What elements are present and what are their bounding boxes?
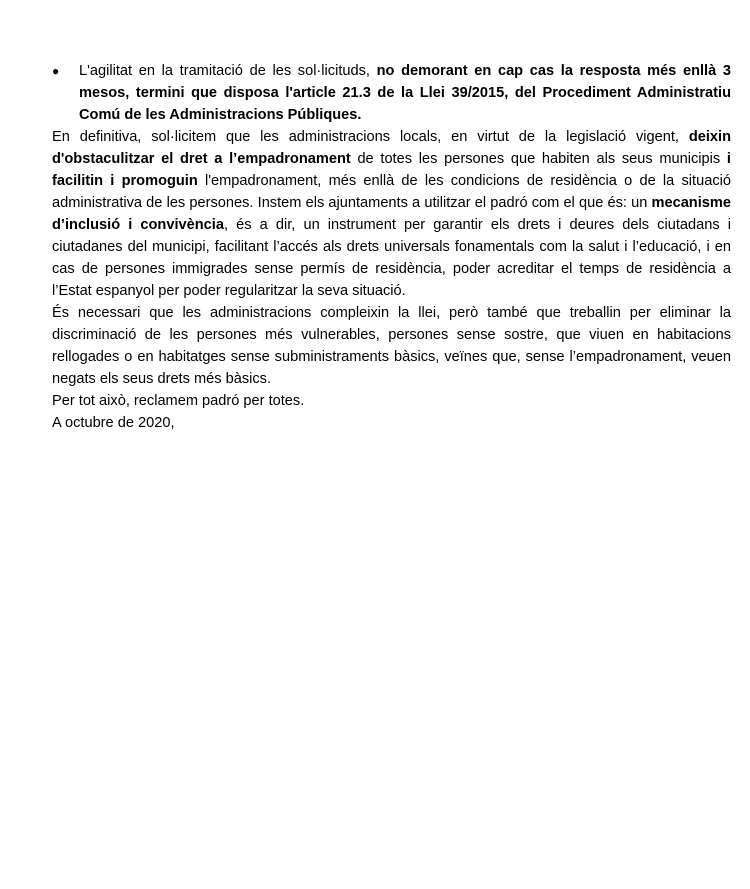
paragraph-request-text-2: de totes les persones que habiten als seus municipis — [350, 151, 727, 167]
paragraph-conclusion: Per tot això, reclamem padró per totes. — [52, 393, 305, 409]
bullet-item — [52, 60, 731, 126]
paragraph-request — [52, 126, 731, 302]
bullet-bold-text: no demorant en cap cas la resposta més enllà 3 mesos, termini que disposa l'article 21.3 de la Llei 39/2015, del Procediment Administratiu Comú de les Administracions Públiques. — [79, 63, 731, 123]
paragraph-request-bold-2: i facilitin i promoguin — [52, 151, 731, 189]
paragraph-request-text-3: l'empadronament, més enllà de les condicions de residència o de la situació administrativa de les persones. Instem els ajuntaments a utilitzar el padró com el que és: un — [52, 173, 731, 211]
bullet-dot-icon: ● — [52, 64, 60, 78]
paragraph-request-text-1: En definitiva, sol·licitem que les administracions locals, en virtut de la legislació vigent, — [52, 129, 689, 145]
document-body — [52, 60, 731, 434]
bullet-lead-text: L'agilitat en la tramitació de les sol·licituds, — [79, 63, 377, 79]
paragraph-necessity: És necessari que les administracions compleixin la llei, però també que treballin per eliminar la discriminació de les persones més vulnerables, persones sense sostre, que viuen en habitacions rellogades o en habitatges sense subministraments bàsics, veïnes que, sense l’empadronament, veuen negats els seus drets més bàsics. — [52, 305, 731, 387]
paragraph-request-bold-3: mecanisme d’inclusió i convivència — [52, 195, 731, 233]
date-line: A octubre de 2020, — [52, 415, 175, 431]
paragraph-request-text-4: , és a dir, un instrument per garantir els drets i deures dels ciutadans i ciutadanes del municipi, facilitant l’accés als drets universals fonamentals com la salut i l’educació, i en cas de persones immigrades sense permís de residència, poder acreditar el temps de residència a l’Estat espanyol per poder regularitzar la seva situació. — [52, 217, 731, 299]
paragraph-request-bold-1: deixin d'obstaculitzar el dret a l’empadronament — [52, 129, 731, 167]
